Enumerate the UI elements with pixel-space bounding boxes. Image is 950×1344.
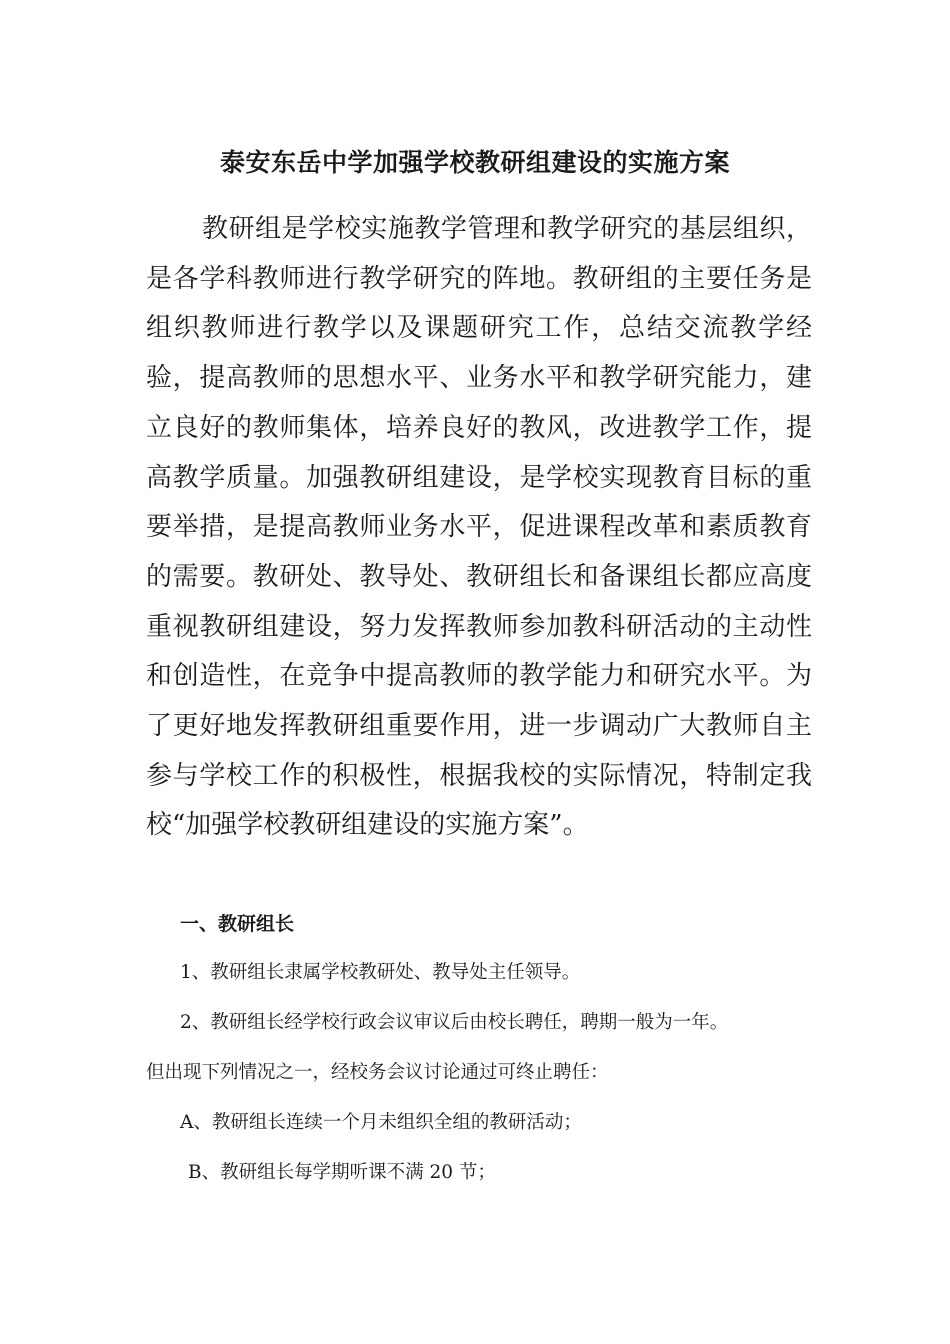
section-heading-group-leader: 一、教研组长 (180, 913, 295, 935)
list-item-a: A、教研组长连续一个月未组织全组的教研活动； (180, 1112, 582, 1133)
document-title: 泰安东岳中学加强学校教研组建设的实施方案 (219, 147, 730, 177)
intro-paragraph: 教研组是学校实施教学管理和教学研究的基层组织，是各学科教师进行教学研究的阵地。教研组的主要任务是组织教师进行教学以及课题研究工作，总结交流教学经验，提高教师的思想水平、业务水平和教学研究能力，建立良好的教师集体，培养良好的教风，改进教学工作，提高教学质量。加强教研组建设，是学校实现教育目标的重要举措，是提高教师业务水平，促进课程改革和素质教育的需要。教研处、教导处、教研组长和备课组长都应高度重视教研组建设，努力发挥教师参加教科研活动的主动性和创造性，在竞争中提高教师的教学能力和研究水平。为了更好地发挥教研组重要作用，进一步调动广大教师自主参与学校工作的积极性，根据我校的实际情况，特制定我校“加强学校教研组建设的实施方案”。 (146, 214, 812, 841)
list-item-2: 2、教研组长经学校行政会议审议后由校长聘任，聘期一般为一年。 (180, 1012, 729, 1033)
list-item-1: 1、教研组长隶属学校教研处、教导处主任领导。 (180, 962, 581, 983)
list-item-2-continuation: 但出现下列情况之一，经校务会议讨论通过可终止聘任： (146, 1062, 609, 1083)
list-item-b: B、教研组长每学期听课不满 20 节； (188, 1162, 496, 1183)
